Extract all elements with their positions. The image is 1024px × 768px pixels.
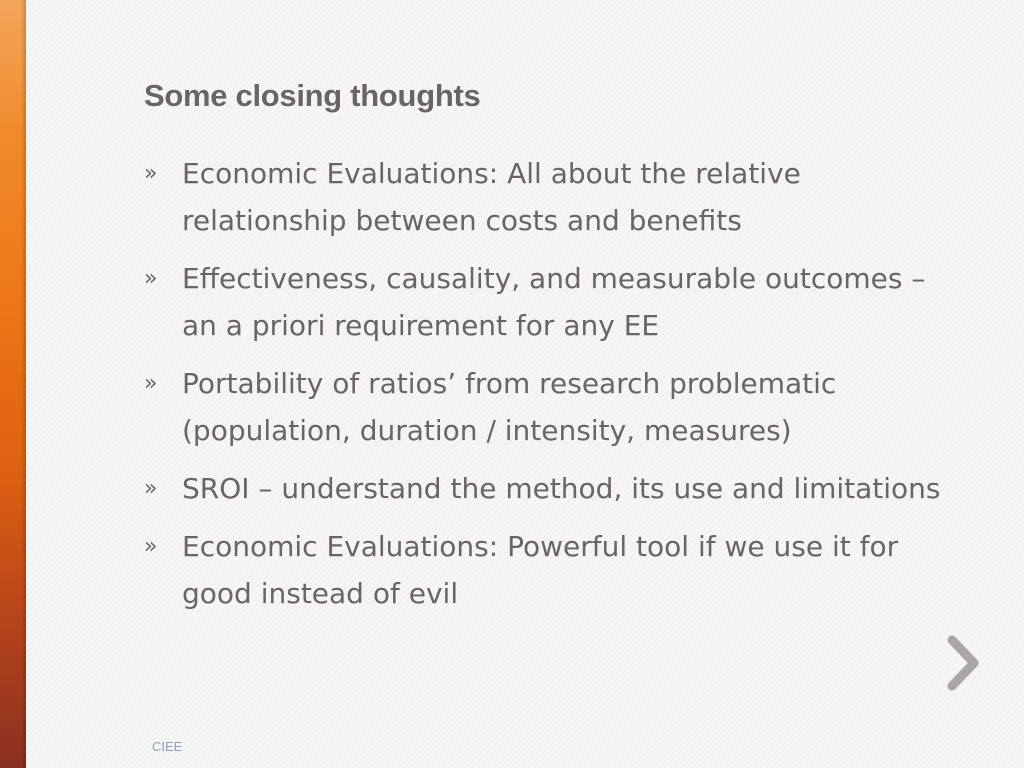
bullet-item	[144, 255, 964, 349]
bullet-marker: »	[144, 371, 158, 396]
bullet-text: Economic Evaluations: All about the relative relationship between costs and benefits	[182, 157, 801, 237]
bullet-item	[144, 360, 964, 454]
bullet-text: Portability of ratios’ from research problematic (population, duration / intensity, measures)	[182, 367, 837, 447]
slide-title: Some closing thoughts	[144, 78, 481, 113]
footer-label: CIEE	[152, 739, 183, 754]
bullet-item	[144, 150, 964, 244]
bullet-item	[144, 465, 964, 512]
accent-side-bar	[0, 0, 26, 768]
bullet-marker: »	[144, 534, 158, 559]
bullet-text: Effectiveness, causality, and measurable outcomes – an a priori requirement for any EE	[182, 262, 926, 342]
next-slide-button[interactable]	[940, 630, 986, 696]
bullet-marker: »	[144, 161, 158, 186]
chevron-right-icon	[940, 630, 986, 696]
bullet-list	[144, 150, 964, 628]
bullet-text: Economic Evaluations: Powerful tool if we use it for good instead of evil	[182, 530, 899, 610]
bullet-text: SROI – understand the method, its use and limitations	[182, 472, 941, 505]
bullet-item	[144, 523, 964, 617]
bullet-marker: »	[144, 266, 158, 291]
bullet-marker: »	[144, 476, 158, 501]
